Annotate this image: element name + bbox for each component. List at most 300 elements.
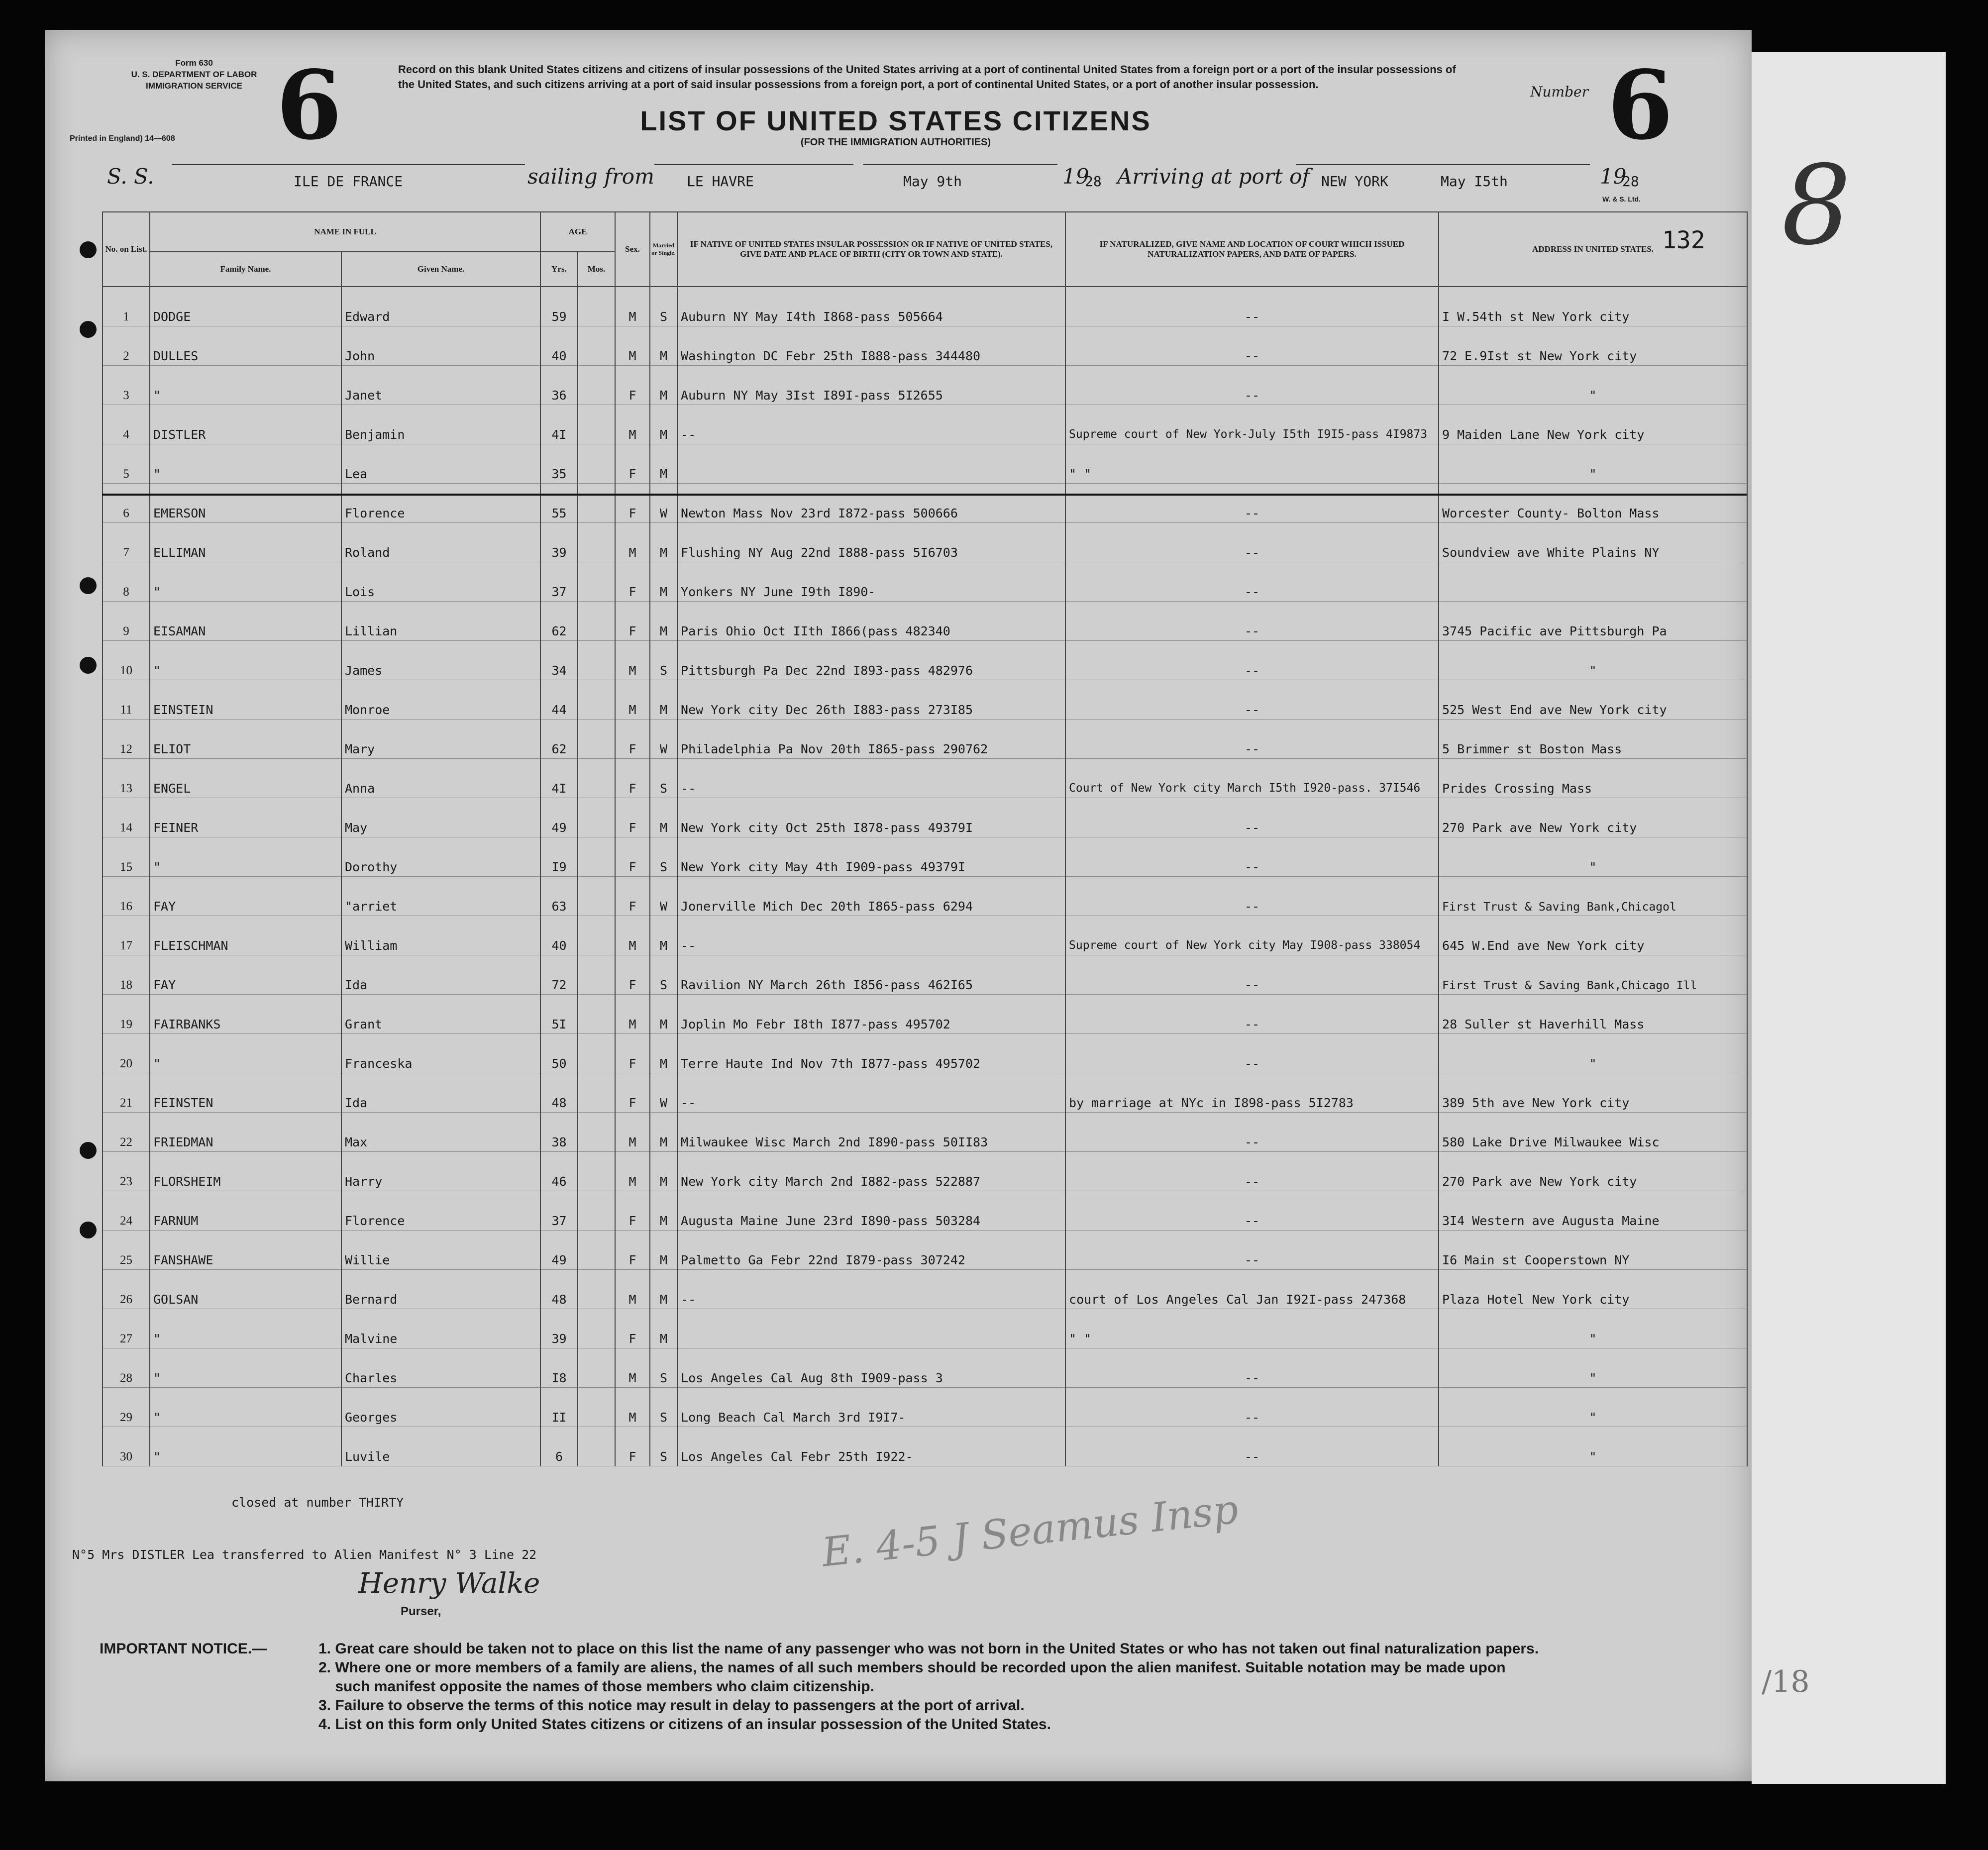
birth-info: Los Angeles Cal Febr 25th I922- (677, 1427, 1065, 1466)
age-years: 72 (540, 955, 578, 995)
page-count: 132 (1662, 226, 1705, 254)
sex: M (615, 1113, 650, 1152)
naturalization-info: Supreme court of New York-July I5th I9I5-pass 4I9873 (1065, 405, 1439, 444)
birth-info: -- (677, 759, 1065, 798)
given-name: Ida (341, 955, 540, 995)
inspector-pencil-note: E. 4-5 J Seamus Insp (820, 1486, 1241, 1576)
table-row (103, 798, 1747, 837)
family-name: FAY (150, 955, 341, 995)
table-row (103, 877, 1747, 916)
side-pencil-mark: 8 (1781, 142, 1851, 269)
address: " (1439, 1034, 1747, 1073)
given-name: Edward (341, 287, 540, 326)
table-row (103, 523, 1747, 562)
marital-status: W (650, 1073, 677, 1113)
sex: F (615, 444, 650, 484)
age-years: 39 (540, 1309, 578, 1348)
address: " (1439, 366, 1747, 405)
number-label: Number (1530, 84, 1588, 100)
birth-info: -- (677, 916, 1065, 955)
table-row (103, 916, 1747, 955)
address: 525 West End ave New York city (1439, 680, 1747, 719)
given-name: Anna (341, 759, 540, 798)
col-birth: IF NATIVE OF UNITED STATES INSULAR POSSESSION OR IF NATIVE OF UNITED STATES, GIVE DATE AND PLACE OF BIRTH (CITY OR TOWN AND STATE). (677, 212, 1065, 287)
printed-note: Printed in England) 14—608 (70, 134, 175, 143)
col-mos: Mos. (578, 252, 615, 287)
sex: M (615, 523, 650, 562)
age-months (578, 1152, 615, 1191)
col-yrs: Yrs. (540, 252, 578, 287)
closed-note: closed at number THIRTY (231, 1495, 404, 1510)
notice-item: such manifest opposite the names of those members who claim citizenship. (318, 1678, 874, 1695)
address: 28 Suller st Haverhill Mass (1439, 995, 1747, 1034)
age-years: 50 (540, 1034, 578, 1073)
row-number: 24 (103, 1191, 150, 1231)
table-row (103, 484, 1747, 523)
service: IMMIGRATION SERVICE (146, 81, 242, 91)
age-months (578, 955, 615, 995)
birth-info: Paris Ohio Oct IIth I866(pass 482340 (677, 602, 1065, 641)
sex: F (615, 955, 650, 995)
row-number: 14 (103, 798, 150, 837)
given-name: Ida (341, 1073, 540, 1113)
naturalization-info: -- (1065, 1034, 1439, 1073)
table-row (103, 562, 1747, 602)
year-prefix-from: 19 (1062, 164, 1089, 189)
family-name: " (150, 1309, 341, 1348)
given-name: Mary (341, 719, 540, 759)
birth-info (677, 444, 1065, 484)
age-years: 40 (540, 916, 578, 955)
table-row (103, 326, 1747, 366)
sex: F (615, 837, 650, 877)
family-name: GOLSAN (150, 1270, 341, 1309)
table-row (103, 1427, 1747, 1466)
naturalization-info: -- (1065, 1388, 1439, 1427)
address: Worcester County- Bolton Mass (1439, 484, 1747, 523)
ss-label: S. S. (107, 164, 154, 189)
birth-info: Jonerville Mich Dec 20th I865-pass 6294 (677, 877, 1065, 916)
age-months (578, 326, 615, 366)
sex: F (615, 1191, 650, 1231)
family-name: FAIRBANKS (150, 995, 341, 1034)
birth-info: Pittsburgh Pa Dec 22nd I893-pass 482976 (677, 641, 1065, 680)
naturalization-info: -- (1065, 1113, 1439, 1152)
sex: F (615, 602, 650, 641)
marital-status: M (650, 1231, 677, 1270)
address: 645 W.End ave New York city (1439, 916, 1747, 955)
birth-info: Palmetto Ga Febr 22nd I879-pass 307242 (677, 1231, 1065, 1270)
sex: M (615, 641, 650, 680)
binding-hole (80, 241, 97, 258)
family-name: " (150, 837, 341, 877)
port-to: NEW YORK (1321, 173, 1388, 190)
marital-status: M (650, 916, 677, 955)
age-months (578, 759, 615, 798)
age-years: 37 (540, 562, 578, 602)
sex: M (615, 995, 650, 1034)
sailing-label: sailing from (527, 164, 654, 189)
family-name: FAY (150, 877, 341, 916)
age-years: 6 (540, 1427, 578, 1466)
sex: F (615, 1231, 650, 1270)
birth-info: Long Beach Cal March 3rd I9I7- (677, 1388, 1065, 1427)
given-name: Georges (341, 1388, 540, 1427)
birth-info: Yonkers NY June I9th I890- (677, 562, 1065, 602)
row-number: 23 (103, 1152, 150, 1191)
row-number: 30 (103, 1427, 150, 1466)
row-number: 21 (103, 1073, 150, 1113)
row-number: 15 (103, 837, 150, 877)
list-number-left: 6 (276, 50, 342, 161)
age-years: 49 (540, 1231, 578, 1270)
binding-hole (80, 321, 97, 338)
sex: F (615, 719, 650, 759)
row-number: 20 (103, 1034, 150, 1073)
col-naturalized: IF NATURALIZED, GIVE NAME AND LOCATION OF COURT WHICH ISSUED NATURALIZATION PAPERS, AND DATE OF PAPERS. (1065, 212, 1439, 287)
marital-status: S (650, 1348, 677, 1388)
given-name: Lea (341, 444, 540, 484)
age-months (578, 523, 615, 562)
age-years: 35 (540, 444, 578, 484)
ship-name: ILE DE FRANCE (294, 173, 403, 190)
birth-info: Washington DC Febr 25th I888-pass 344480 (677, 326, 1065, 366)
marital-status: M (650, 326, 677, 366)
marital-status: M (650, 1191, 677, 1231)
given-name: Janet (341, 366, 540, 405)
age-months (578, 1427, 615, 1466)
address: " (1439, 1309, 1747, 1348)
family-name: FLEISCHMAN (150, 916, 341, 955)
given-name: John (341, 326, 540, 366)
sex: F (615, 562, 650, 602)
address (1439, 562, 1747, 602)
given-name: Max (341, 1113, 540, 1152)
marital-status: M (650, 680, 677, 719)
birth-info: -- (677, 1270, 1065, 1309)
sex: M (615, 1388, 650, 1427)
table-row (103, 995, 1747, 1034)
sex: F (615, 877, 650, 916)
family-name: " (150, 562, 341, 602)
given-name: James (341, 641, 540, 680)
sex: F (615, 484, 650, 523)
page-subtitle: (FOR THE IMMIGRATION AUTHORITIES) (800, 137, 991, 148)
row-number: 26 (103, 1270, 150, 1309)
naturalization-info: -- (1065, 680, 1439, 719)
address: " (1439, 1348, 1747, 1388)
birth-info: Auburn NY May 3Ist I89I-pass 5I2655 (677, 366, 1065, 405)
notice-item: 3. Failure to observe the terms of this notice may result in delay to passengers at the port of arrival. (318, 1697, 1025, 1714)
age-years: 34 (540, 641, 578, 680)
family-name: " (150, 1348, 341, 1388)
age-years: II (540, 1388, 578, 1427)
address: 9 Maiden Lane New York city (1439, 405, 1747, 444)
given-name: Luvile (341, 1427, 540, 1466)
family-name: FEINSTEN (150, 1073, 341, 1113)
address: 3I4 Western ave Augusta Maine (1439, 1191, 1747, 1231)
age-years: 4I (540, 405, 578, 444)
family-name: DISTLER (150, 405, 341, 444)
row-number: 25 (103, 1231, 150, 1270)
purser-signature: Henry Walke (358, 1567, 540, 1600)
marital-status: S (650, 837, 677, 877)
given-name: Lois (341, 562, 540, 602)
sex: M (615, 287, 650, 326)
table-row (103, 1152, 1747, 1191)
family-name: DULLES (150, 326, 341, 366)
row-number: 6 (103, 484, 150, 523)
table-row (103, 837, 1747, 877)
naturalization-info: Supreme court of New York city May I908-pass 338054 (1065, 916, 1439, 955)
table-row (103, 366, 1747, 405)
row-number: 1 (103, 287, 150, 326)
row-number: 2 (103, 326, 150, 366)
row-number: 7 (103, 523, 150, 562)
family-name: ENGEL (150, 759, 341, 798)
table-row (103, 680, 1747, 719)
marital-status: S (650, 287, 677, 326)
birth-info: New York city Oct 25th I878-pass 49379I (677, 798, 1065, 837)
age-months (578, 916, 615, 955)
binding-hole (80, 657, 97, 674)
marital-status: W (650, 719, 677, 759)
notice-item: 1. Great care should be taken not to place on this list the name of any passenger who was not born in the United States or who has not taken out final naturalization papers. (318, 1641, 1539, 1657)
birth-info: Newton Mass Nov 23rd I872-pass 500666 (677, 484, 1065, 523)
address: " (1439, 837, 1747, 877)
age-years: 62 (540, 602, 578, 641)
age-months (578, 1309, 615, 1348)
family-name: " (150, 1034, 341, 1073)
row-number: 4 (103, 405, 150, 444)
table-row (103, 287, 1747, 326)
naturalization-info: -- (1065, 719, 1439, 759)
sex: F (615, 1309, 650, 1348)
marital-status: M (650, 995, 677, 1034)
row-number: 9 (103, 602, 150, 641)
given-name: Charles (341, 1348, 540, 1388)
naturalization-info: -- (1065, 366, 1439, 405)
form-number: Form 630 (175, 58, 213, 68)
birth-info: Los Angeles Cal Aug 8th I909-pass 3 (677, 1348, 1065, 1388)
form-instructions: Record on this blank United States citizens and citizens of insular possessions of the United States arriving at a port of continental United States from a foreign port or a port of the insular possessions of the United States, and such citizens arriving at a port of said insular possessions from a foreign port, a port of continental United States, or a port of another insular possession. (398, 63, 1456, 91)
row-number: 17 (103, 916, 150, 955)
row-number: 10 (103, 641, 150, 680)
marital-status: M (650, 1034, 677, 1073)
age-years: 59 (540, 287, 578, 326)
side-date-mark: /18 (1762, 1664, 1810, 1699)
naturalization-info: -- (1065, 326, 1439, 366)
birth-info: New York city May 4th I909-pass 49379I (677, 837, 1065, 877)
sex: F (615, 1034, 650, 1073)
marital-status: M (650, 1270, 677, 1309)
age-years: I9 (540, 837, 578, 877)
birth-info: Ravilion NY March 26th I856-pass 462I65 (677, 955, 1065, 995)
table-row (103, 1388, 1747, 1427)
page-title: LIST OF UNITED STATES CITIZENS (640, 105, 1151, 136)
address: " (1439, 444, 1747, 484)
age-months (578, 602, 615, 641)
given-name: Dorothy (341, 837, 540, 877)
marital-status: M (650, 444, 677, 484)
table-row (103, 759, 1747, 798)
row-number: 3 (103, 366, 150, 405)
address: Soundview ave White Plains NY (1439, 523, 1747, 562)
family-name: DODGE (150, 287, 341, 326)
citizens-table (102, 211, 1748, 1466)
age-years: 37 (540, 1191, 578, 1231)
naturalization-info: -- (1065, 955, 1439, 995)
age-years: 44 (540, 680, 578, 719)
col-sex: Sex. (615, 212, 650, 287)
form-info (95, 57, 294, 92)
age-months (578, 719, 615, 759)
birth-info: Joplin Mo Febr I8th I877-pass 495702 (677, 995, 1065, 1034)
given-name: William (341, 916, 540, 955)
given-name: Franceska (341, 1034, 540, 1073)
marital-status: M (650, 562, 677, 602)
department: U. S. DEPARTMENT OF LABOR (131, 70, 257, 79)
table-row (103, 1348, 1747, 1388)
birth-info (677, 1309, 1065, 1348)
family-name: FARNUM (150, 1191, 341, 1231)
naturalization-info: court of Los Angeles Cal Jan I92I-pass 247368 (1065, 1270, 1439, 1309)
naturalization-info: " " (1065, 444, 1439, 484)
col-age: AGE (540, 212, 615, 252)
given-name: Benjamin (341, 405, 540, 444)
naturalization-info: -- (1065, 562, 1439, 602)
birth-info: Philadelphia Pa Nov 20th I865-pass 290762 (677, 719, 1065, 759)
birth-info: -- (677, 405, 1065, 444)
sex: M (615, 405, 650, 444)
naturalization-info: by marriage at NYc in I898-pass 5I2783 (1065, 1073, 1439, 1113)
notice-item: 4. List on this form only United States citizens or citizens of an insular possession of the United States. (318, 1716, 1051, 1733)
given-name: Roland (341, 523, 540, 562)
age-years: 49 (540, 798, 578, 837)
sex: F (615, 798, 650, 837)
purser-label: Purser, (401, 1605, 441, 1618)
given-name: May (341, 798, 540, 837)
row-number: 12 (103, 719, 150, 759)
age-years: I8 (540, 1348, 578, 1388)
age-years: 55 (540, 484, 578, 523)
given-name: Willie (341, 1231, 540, 1270)
naturalization-info: -- (1065, 1231, 1439, 1270)
age-years: 5I (540, 995, 578, 1034)
binding-hole (80, 1142, 97, 1159)
age-years: 40 (540, 326, 578, 366)
col-given-name: Given Name. (341, 252, 540, 287)
naturalization-info: -- (1065, 995, 1439, 1034)
marital-status: S (650, 759, 677, 798)
year-to: 28 (1622, 173, 1639, 190)
address: 270 Park ave New York city (1439, 1152, 1747, 1191)
naturalization-info: -- (1065, 837, 1439, 877)
given-name: Florence (341, 484, 540, 523)
sex: M (615, 326, 650, 366)
address: " (1439, 641, 1747, 680)
family-name: EMERSON (150, 484, 341, 523)
col-no: No. on List. (103, 212, 150, 287)
given-name: Malvine (341, 1309, 540, 1348)
marital-status: M (650, 1152, 677, 1191)
age-years: 38 (540, 1113, 578, 1152)
marital-status: M (650, 798, 677, 837)
family-name: EISAMAN (150, 602, 341, 641)
address: " (1439, 1388, 1747, 1427)
marital-status: M (650, 1113, 677, 1152)
birth-info: Flushing NY Aug 22nd I888-pass 5I6703 (677, 523, 1065, 562)
binding-hole (80, 577, 97, 594)
voyage-line (107, 164, 1665, 194)
age-months (578, 837, 615, 877)
naturalization-info: -- (1065, 877, 1439, 916)
age-years: 36 (540, 366, 578, 405)
address: 580 Lake Drive Milwaukee Wisc (1439, 1113, 1747, 1152)
age-months (578, 995, 615, 1034)
naturalization-info: -- (1065, 523, 1439, 562)
address: First Trust & Saving Bank,Chicagol (1439, 877, 1747, 916)
row-number: 11 (103, 680, 150, 719)
family-name: EINSTEIN (150, 680, 341, 719)
address: Prides Crossing Mass (1439, 759, 1747, 798)
address: Plaza Hotel New York city (1439, 1270, 1747, 1309)
address: I6 Main st Cooperstown NY (1439, 1231, 1747, 1270)
address: 5 Brimmer st Boston Mass (1439, 719, 1747, 759)
given-name: Bernard (341, 1270, 540, 1309)
age-months (578, 484, 615, 523)
marital-status: M (650, 602, 677, 641)
family-name: ELLIMAN (150, 523, 341, 562)
age-years: 62 (540, 719, 578, 759)
address: I W.54th st New York city (1439, 287, 1747, 326)
table-row (103, 602, 1747, 641)
table-row (103, 1113, 1747, 1152)
marital-status: W (650, 484, 677, 523)
family-name: " (150, 444, 341, 484)
table-row (103, 641, 1747, 680)
birth-info: New York city Dec 26th I883-pass 273I85 (677, 680, 1065, 719)
age-months (578, 680, 615, 719)
notice-item: 2. Where one or more members of a family are aliens, the names of all such members should be recorded upon the alien manifest. Suitable notation may be made upon (318, 1659, 1506, 1676)
address: 389 5th ave New York city (1439, 1073, 1747, 1113)
family-name: FANSHAWE (150, 1231, 341, 1270)
naturalization-info: -- (1065, 1348, 1439, 1388)
sex: M (615, 1152, 650, 1191)
sex: F (615, 1427, 650, 1466)
sex: F (615, 1073, 650, 1113)
age-months (578, 287, 615, 326)
age-months (578, 798, 615, 837)
family-name: FLORSHEIM (150, 1152, 341, 1191)
row-number: 8 (103, 562, 150, 602)
age-years: 39 (540, 523, 578, 562)
binding-hole (80, 1222, 97, 1238)
age-months (578, 1034, 615, 1073)
table-row (103, 1309, 1747, 1348)
family-name: FRIEDMAN (150, 1113, 341, 1152)
given-name: Harry (341, 1152, 540, 1191)
naturalization-info: -- (1065, 1152, 1439, 1191)
address: 270 Park ave New York city (1439, 798, 1747, 837)
port-from: LE HAVRE (687, 173, 754, 190)
row-number: 27 (103, 1309, 150, 1348)
table-row (103, 1191, 1747, 1231)
sex: M (615, 1270, 650, 1309)
marital-status: M (650, 523, 677, 562)
age-months (578, 1113, 615, 1152)
table-row (103, 1073, 1747, 1113)
